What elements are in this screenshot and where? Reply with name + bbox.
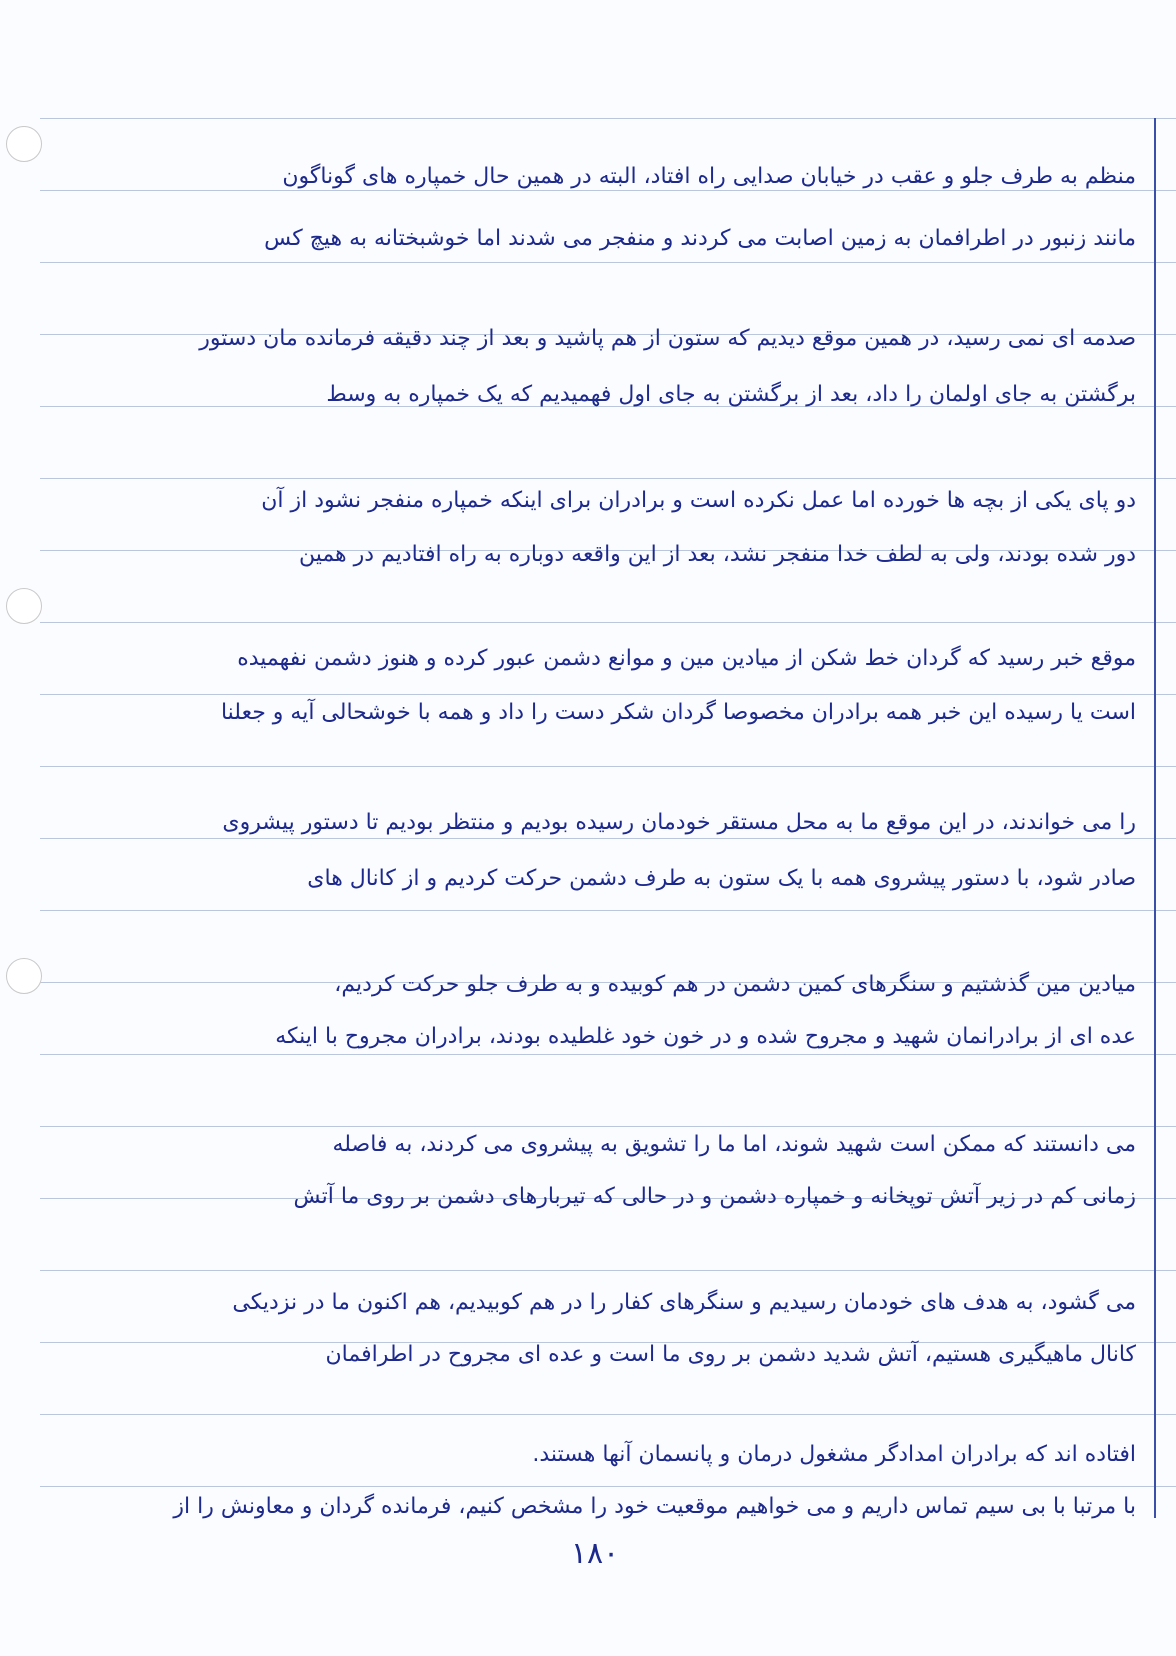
text-line: می دانستند که ممکن است شهید شوند، اما ما را تشویق به پیشروی می کردند، به فاصله bbox=[332, 1132, 1136, 1157]
text-line: زمانی کم در زیر آتش توپخانه و خمپاره دشمن و در حالی که تیربارهای دشمن بر روی ما آتش bbox=[293, 1184, 1136, 1209]
ruled-line bbox=[40, 1054, 1176, 1055]
text-line: برگشتن به جای اولمان را داد، بعد از برگشتن به جای اول فهمیدیم که یک خمپاره به وسط bbox=[326, 382, 1136, 407]
margin-line bbox=[1154, 118, 1156, 1518]
ruled-line bbox=[40, 766, 1176, 767]
text-line: دور شده بودند، ولی به لطف خدا منفجر نشد، بعد از این واقعه دوباره به راه افتادیم در همین bbox=[298, 542, 1136, 567]
ruled-line bbox=[40, 1486, 1176, 1487]
text-line: می گشود، به هدف های خودمان رسیدیم و سنگرهای کفار را در هم کوبیدیم، هم اکنون ما در نزدیکی bbox=[232, 1290, 1136, 1315]
punch-hole bbox=[6, 588, 42, 624]
text-line: عده ای از برادرانمان شهید و مجروح شده و در خون خود غلطیده بودند، برادران مجروح با اینکه bbox=[275, 1024, 1136, 1049]
ruled-line bbox=[40, 622, 1176, 623]
text-line: موقع خبر رسید که گردان خط شکن از میادین مین و موانع دشمن عبور کرده و هنوز دشمن نفهمیده bbox=[237, 646, 1136, 671]
ruled-line bbox=[40, 694, 1176, 695]
text-line: میادین مین گذشتیم و سنگرهای کمین دشمن در هم کوبیده و به طرف جلو حرکت کردیم، bbox=[334, 972, 1136, 997]
text-line: صادر شود، با دستور پیشروی همه با یک ستون به طرف دشمن حرکت کردیم و از کانال های bbox=[307, 866, 1136, 891]
text-line: مانند زنبور در اطرافمان به زمین اصابت می کردند و منفجر می شدند اما خوشبختانه به هیچ کس bbox=[264, 226, 1136, 251]
ruled-line bbox=[40, 118, 1176, 119]
text-line: با مرتبا با بی سیم تماس داریم و می خواهیم موقعیت خود را مشخص کنیم، فرمانده گردان و معاونش را از bbox=[173, 1494, 1136, 1519]
page-number: ۱۸۰ bbox=[570, 1536, 620, 1571]
text-line: دو پای یکی از بچه ها خورده اما عمل نکرده است و برادران برای اینکه خمپاره منفجر نشود از آن bbox=[261, 488, 1136, 513]
ruled-line bbox=[40, 1126, 1176, 1127]
punch-hole bbox=[6, 126, 42, 162]
text-line: کانال ماهیگیری هستیم، آتش شدید دشمن بر روی ما است و عده ای مجروح در اطرافمان bbox=[325, 1342, 1136, 1367]
text-line: است یا رسیده این خبر همه برادران مخصوصا گردان شکر دست را داد و همه با خوشحالی آیه و جعلنا bbox=[220, 700, 1136, 725]
ruled-line bbox=[40, 1414, 1176, 1415]
text-line: افتاده اند که برادران امدادگر مشغول درمان و پانسمان آنها هستند. bbox=[532, 1442, 1136, 1467]
text-line: صدمه ای نمی رسید، در همین موقع دیدیم که ستون از هم پاشید و بعد از چند دقیقه فرمانده مان دستور bbox=[199, 326, 1136, 351]
ruled-line bbox=[40, 478, 1176, 479]
ruled-line bbox=[40, 262, 1176, 263]
ruled-line bbox=[40, 910, 1176, 911]
text-line: را می خواندند، در این موقع ما به محل مستقر خودمان رسیده بودیم و منتظر بودیم تا دستور پیشروی bbox=[222, 810, 1136, 835]
text-line: منظم به طرف جلو و عقب در خیابان صدایی راه افتاد، البته در همین حال خمپاره های گوناگون bbox=[282, 164, 1136, 189]
ruled-line bbox=[40, 1270, 1176, 1271]
